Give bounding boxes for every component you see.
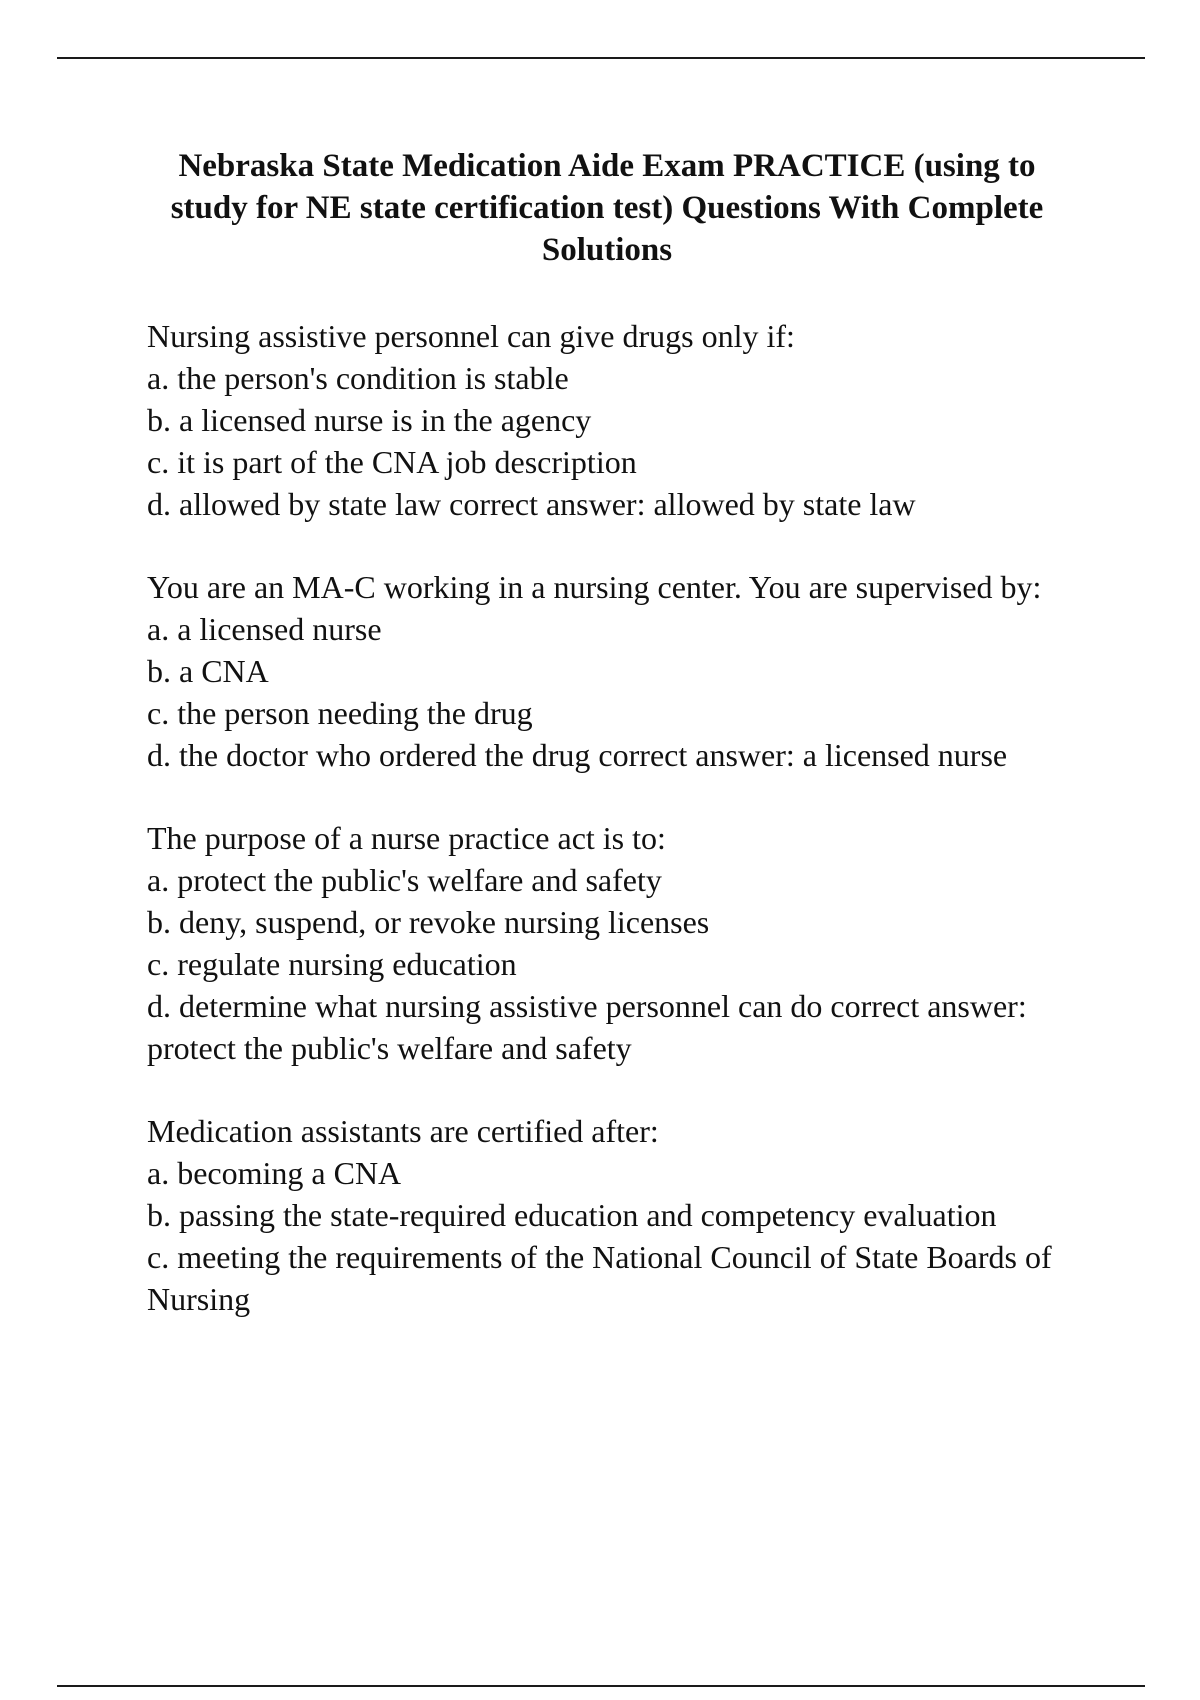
answer-option: c. meeting the requirements of the National Council of State Boards of Nursing	[147, 1239, 1052, 1317]
answer-option: c. the person needing the drug	[147, 695, 533, 731]
question-stem: Medication assistants are certified after:	[147, 1113, 659, 1149]
answer-option: b. deny, suspend, or revoke nursing licenses	[147, 904, 710, 940]
bottom-horizontal-rule	[57, 1685, 1145, 1687]
question-stem: Nursing assistive personnel can give drugs only if:	[147, 318, 795, 354]
answer-option: a. becoming a CNA	[147, 1155, 402, 1191]
question-4	[147, 1110, 1067, 1320]
question-3	[147, 817, 1067, 1069]
question-1	[147, 315, 1067, 525]
answer-option: a. a licensed nurse	[147, 611, 382, 647]
answer-option: a. the person's condition is stable	[147, 360, 569, 396]
answer-option: c. it is part of the CNA job description	[147, 444, 637, 480]
answer-option: a. protect the public's welfare and safety	[147, 862, 662, 898]
document-title: Nebraska State Medication Aide Exam PRACTICE (using to study for NE state certification test) Questions With Complete Solutions	[170, 148, 1044, 268]
answer-option-with-correct-answer: d. the doctor who ordered the drug correct answer: a licensed nurse	[147, 737, 1008, 773]
answer-option-with-correct-answer: d. determine what nursing assistive personnel can do correct answer: protect the public's welfare and safety	[147, 988, 1027, 1066]
question-stem: You are an MA-C working in a nursing center. You are supervised by:	[147, 569, 1042, 605]
question-stem: The purpose of a nurse practice act is to:	[147, 820, 666, 856]
answer-option: b. passing the state-required education and competency evaluation	[147, 1197, 997, 1233]
answer-option-with-correct-answer: d. allowed by state law correct answer: allowed by state law	[147, 486, 916, 522]
answer-option: c. regulate nursing education	[147, 946, 517, 982]
answer-option: b. a licensed nurse is in the agency	[147, 402, 592, 438]
document-page	[147, 145, 1067, 1361]
question-2	[147, 566, 1067, 776]
answer-option: b. a CNA	[147, 653, 269, 689]
top-horizontal-rule	[57, 57, 1145, 59]
